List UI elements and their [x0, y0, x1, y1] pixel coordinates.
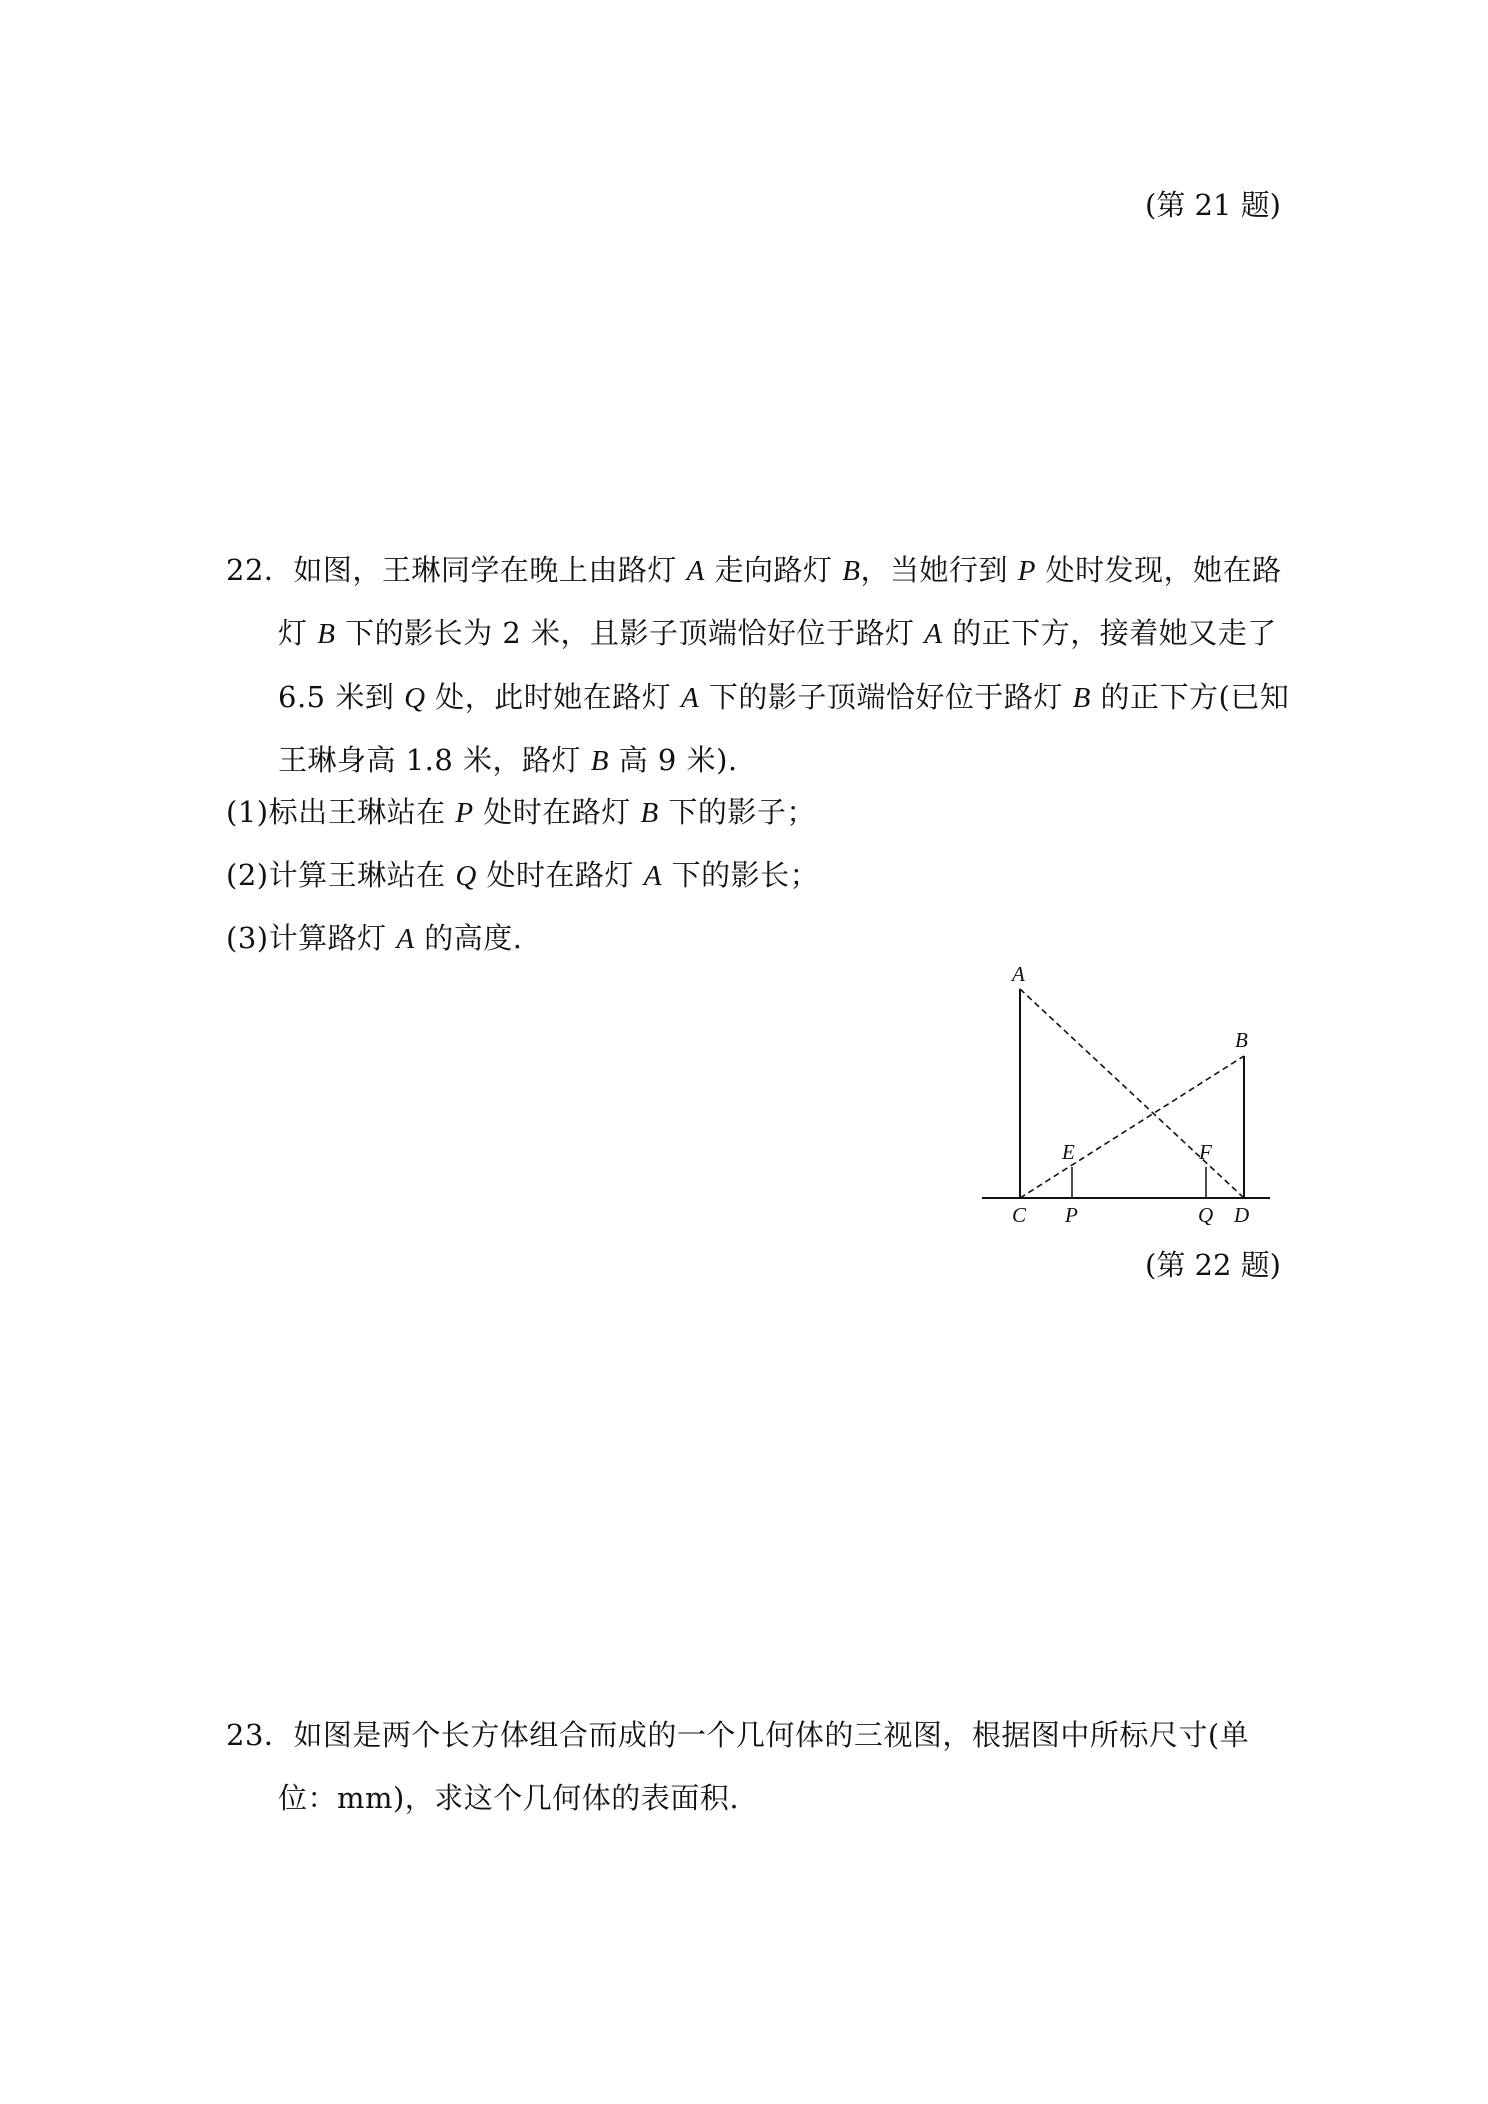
q22-line-2: 灯 B 下的影长为 2 米，且影子顶端恰好位于路灯 A 的正下方，接着她又走了 — [278, 616, 1277, 650]
label-e: E — [1062, 1140, 1075, 1164]
q22-part-1: (1)标出王琳站在 P 处时在路灯 B 下的影子； — [226, 795, 816, 829]
label-b: B — [1235, 1028, 1248, 1052]
ray-c-to-b — [1020, 1056, 1244, 1198]
q22-line-1: 22．如图，王琳同学在晚上由路灯 A 走向路灯 B，当她行到 P 处时发现，她在路 — [226, 553, 1282, 587]
q22-caption: (第 22 题) — [1145, 1248, 1281, 1282]
q22-line-4: 王琳身高 1.8 米，路灯 B 高 9 米). — [278, 743, 738, 777]
q22-line-3: 6.5 米到 Q 处，此时她在路灯 A 下的影子顶端恰好位于路灯 B 的正下方(已知 — [278, 680, 1290, 714]
label-c: C — [1012, 1203, 1027, 1225]
label-f: F — [1199, 1140, 1212, 1164]
q22-part-2: (2)计算王琳站在 Q 处时在路灯 A 下的影长； — [226, 858, 820, 892]
label-q: Q — [1198, 1203, 1214, 1225]
label-d: D — [1234, 1203, 1250, 1225]
q22-part-3: (3)计算路灯 A 的高度. — [226, 921, 523, 955]
label-p: P — [1065, 1203, 1078, 1225]
ray-a-to-d — [1020, 989, 1244, 1198]
q21-caption: (第 21 题) — [1145, 188, 1281, 222]
q23-line-2: 位：mm)，求这个几何体的表面积. — [278, 1781, 740, 1815]
q22-figure — [970, 955, 1280, 1225]
label-a: A — [1012, 962, 1025, 986]
q23-line-1: 23．如图是两个长方体组合而成的一个几何体的三视图，根据图中所标尺寸(单 — [226, 1718, 1250, 1752]
